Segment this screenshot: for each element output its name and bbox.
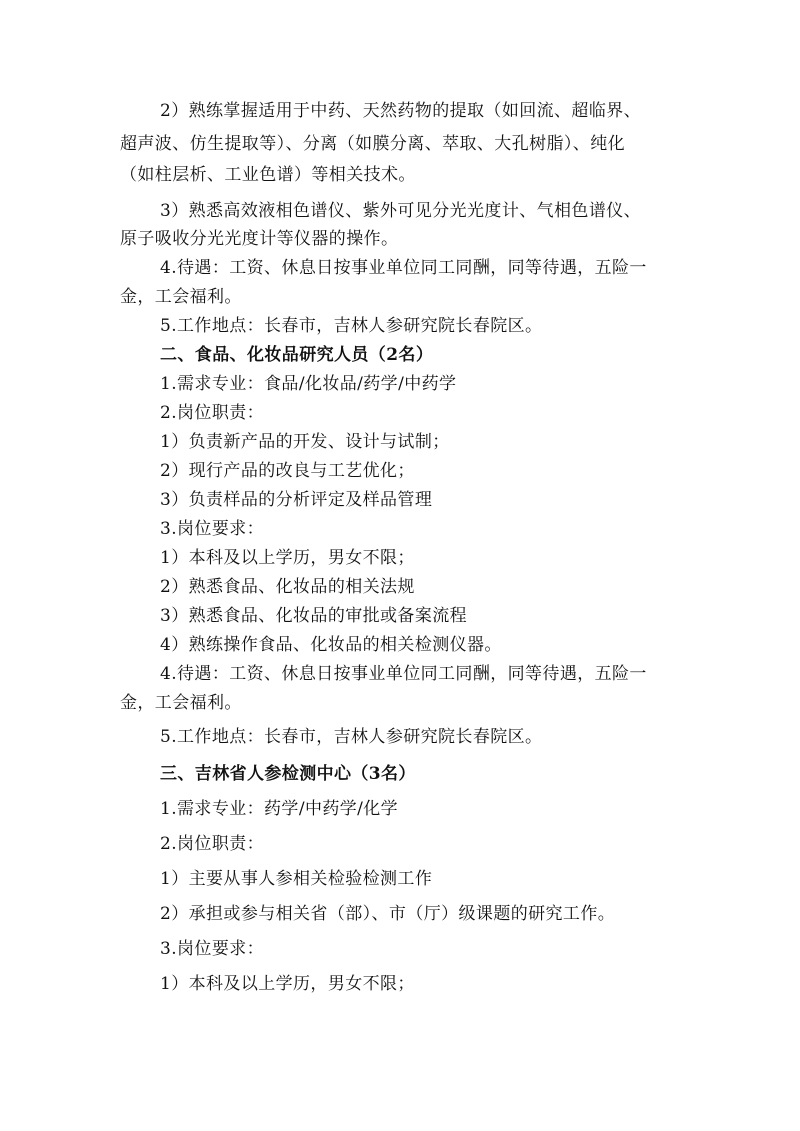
paragraph-line: 5.工作地点：长春市，吉林人参研究院长春院区。 [160, 316, 543, 336]
section-heading: 三、吉林省人参检测中心（3名） [160, 764, 416, 784]
paragraph-line: 金，工会福利。 [120, 287, 242, 307]
paragraph-line: 1.需求专业：药学/中药学/化学 [160, 799, 399, 819]
paragraph-line: 2）承担或参与相关省（部）、市（厅）级课题的研究工作。 [160, 904, 616, 924]
paragraph-line: 1）本科及以上学历，男女不限； [160, 548, 415, 568]
paragraph-line: 3.岗位要求： [160, 519, 265, 539]
paragraph-line: 1）负责新产品的开发、设计与试制； [160, 432, 450, 452]
paragraph-line: 3）负责样品的分析评定及样品管理 [160, 490, 433, 510]
paragraph-line: 2）现行产品的改良与工艺优化； [160, 461, 415, 481]
paragraph-line: 3）熟悉食品、化妆品的审批或备案流程 [160, 606, 468, 626]
paragraph-line: 1）本科及以上学历，男女不限； [160, 974, 415, 994]
paragraph-line: 2）熟练掌握适用于中药、天然药物的提取（如回流、超临界、 [160, 101, 642, 121]
paragraph-line: 5.工作地点：长春市，吉林人参研究院长春院区。 [160, 727, 543, 747]
paragraph-line: 超声波、仿生提取等）、分离（如膜分离、萃取、大孔树脂）、纯化 [120, 134, 625, 154]
paragraph-line: 4）熟练操作食品、化妆品的相关检测仪器。 [160, 635, 502, 655]
paragraph-line: （如柱层析、工业色谱）等相关技术。 [120, 165, 416, 185]
section-heading: 二、食品、化妆品研究人员（2名） [160, 345, 434, 365]
paragraph-line: 1）主要从事人参相关检验检测工作 [160, 869, 433, 889]
paragraph-line: 4.待遇：工资、休息日按事业单位同工同酬，同等待遇，五险一 [160, 258, 647, 278]
paragraph-line: 1.需求专业：食品/化妆品/药学/中药学 [160, 374, 457, 394]
paragraph-line: 2.岗位职责： [160, 403, 265, 423]
paragraph-line: 3.岗位要求： [160, 939, 265, 959]
paragraph-line: 3）熟悉高效液相色谱仪、紫外可见分光光度计、气相色谱仪、 [160, 201, 642, 221]
paragraph-line: 原子吸收分光光度计等仪器的操作。 [120, 229, 399, 249]
paragraph-line: 4.待遇：工资、休息日按事业单位同工同酬，同等待遇，五险一 [160, 664, 647, 684]
paragraph-line: 金，工会福利。 [120, 693, 242, 713]
paragraph-line: 2）熟悉食品、化妆品的相关法规 [160, 577, 415, 597]
paragraph-line: 2.岗位职责： [160, 834, 265, 854]
